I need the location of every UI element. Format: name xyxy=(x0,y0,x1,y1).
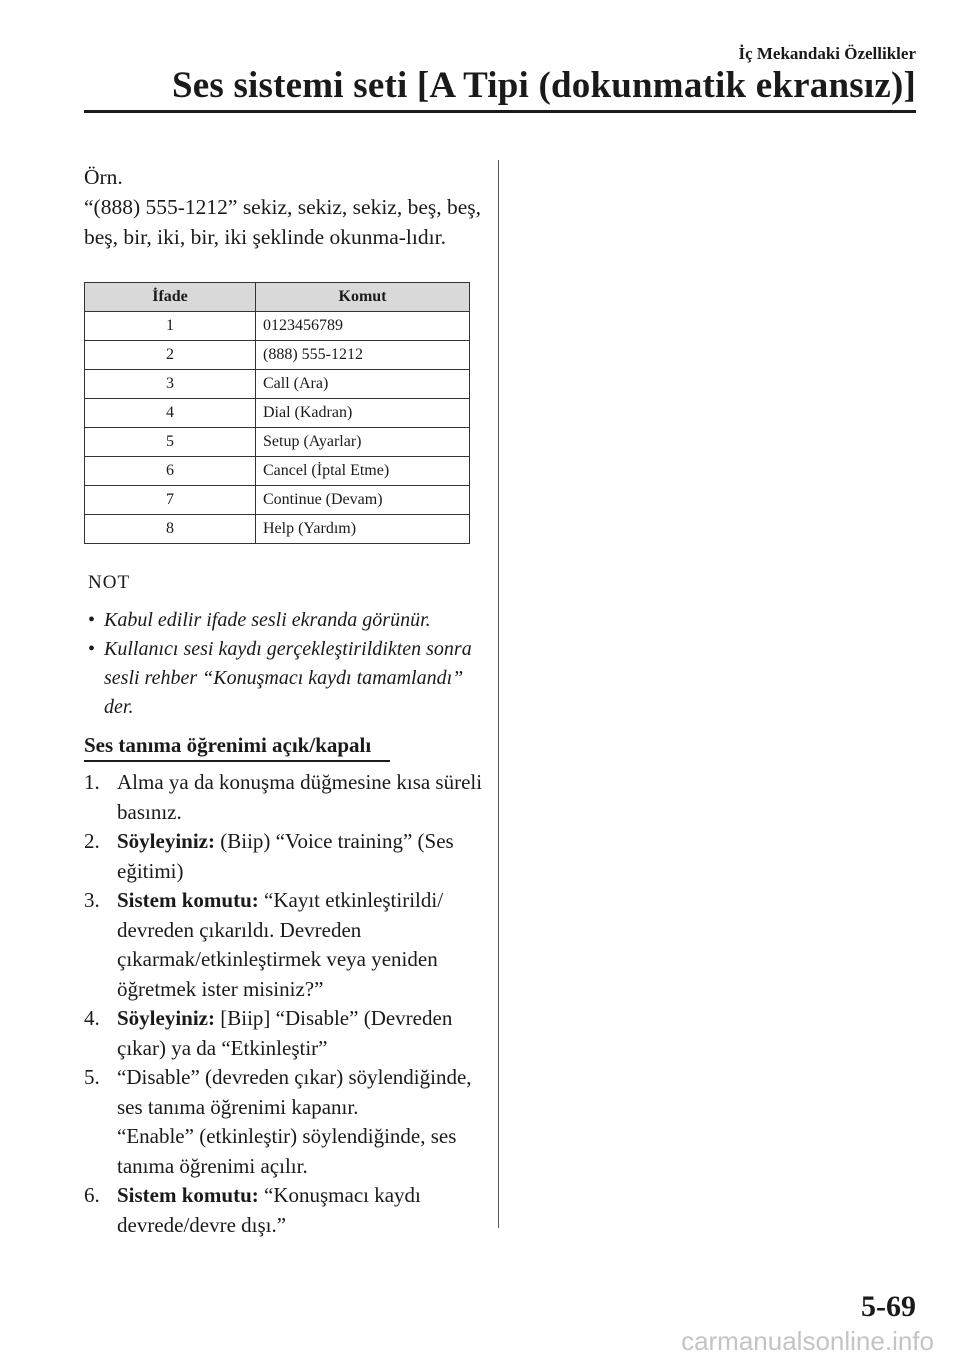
row-number: 7 xyxy=(85,486,256,515)
note-heading: NOT xyxy=(88,572,131,593)
list-item xyxy=(84,827,490,886)
list-item xyxy=(84,1004,490,1063)
table-header-row xyxy=(85,283,470,312)
row-number: 4 xyxy=(85,399,256,428)
note-text: Kullanıcı sesi kaydı gerçekleştirildikten sonra sesli rehber “Konuşmacı kaydı tamamlandı” der. xyxy=(104,638,472,718)
step-number: 5. xyxy=(84,1065,100,1089)
column-header-komut: Komut xyxy=(256,283,470,312)
step-text: “Kayıt etkinleştirildi/ devreden çıkarıldı. Devreden çıkarmak/etkinleştirmek veya yeniden öğretmek ister misiniz?” xyxy=(117,888,444,1001)
bullet-icon: • xyxy=(88,638,96,660)
step-number: 6. xyxy=(84,1183,100,1207)
row-command: Call (Ara) xyxy=(256,370,470,399)
step-label: Söyleyiniz: xyxy=(117,829,215,853)
row-command: 0123456789 xyxy=(256,312,470,341)
note-text: Kabul edilir ifade sesli ekranda görünür. xyxy=(104,609,431,631)
step-label: Sistem komutu: xyxy=(117,888,259,912)
bullet-icon: • xyxy=(88,609,96,631)
row-command: Setup (Ayarlar) xyxy=(256,428,470,457)
step-number: 3. xyxy=(84,888,100,912)
step-list xyxy=(84,768,490,1240)
intro-text xyxy=(84,162,484,252)
step-text: “Disable” (devreden çıkar) söylendiğinde, ses tanıma öğrenimi kapanır. xyxy=(117,1065,472,1119)
step-text: (Biip) “Voice training” (Ses eğitimi) xyxy=(117,829,454,883)
step-text: “Enable” (etkinleştir) söylendiğinde, ses tanıma öğrenimi açılır. xyxy=(117,1124,457,1178)
step-number: 1. xyxy=(84,770,100,794)
watermark: carmanualsonline.info xyxy=(681,1326,934,1356)
page-number: 5-69 xyxy=(861,1290,916,1323)
row-number: 6 xyxy=(85,457,256,486)
row-command: (888) 555-1212 xyxy=(256,341,470,370)
row-command: Dial (Kadran) xyxy=(256,399,470,428)
example-text: “(888) 555-1212” sekiz, sekiz, sekiz, beş, beş, beş, bir, iki, bir, iki şeklinde okunma-lıdır. xyxy=(84,195,482,249)
command-table xyxy=(84,282,470,544)
title-rule xyxy=(84,110,916,113)
list-item xyxy=(84,1181,490,1240)
section-heading: Ses tanıma öğrenimi açık/kapalı xyxy=(84,733,372,757)
row-command: Continue (Devam) xyxy=(256,486,470,515)
step-number: 4. xyxy=(84,1006,100,1030)
table-row xyxy=(85,428,470,457)
list-item xyxy=(84,1063,490,1122)
section-label: İç Mekandaki Özellikler xyxy=(738,44,916,63)
step-text: [Biip] “Disable” (Devreden çıkar) ya da “Etkinleştir” xyxy=(117,1006,453,1060)
step-text: Alma ya da konuşma düğmesine kısa süreli basınız. xyxy=(117,770,483,824)
table-row xyxy=(85,486,470,515)
row-number: 2 xyxy=(85,341,256,370)
page-title: Ses sistemi seti [A Tipi (dokunmatik ekransız)] xyxy=(172,65,916,106)
list-item xyxy=(84,886,490,1004)
table-row xyxy=(85,457,470,486)
note-list xyxy=(88,606,488,722)
row-number: 5 xyxy=(85,428,256,457)
row-number: 1 xyxy=(85,312,256,341)
column-header-ifade: İfade xyxy=(85,283,256,312)
table-row xyxy=(85,370,470,399)
step-label: Söyleyiniz: xyxy=(117,1006,215,1030)
column-divider xyxy=(498,160,499,1228)
list-item xyxy=(84,1122,490,1181)
row-command: Cancel (İptal Etme) xyxy=(256,457,470,486)
table-row xyxy=(85,312,470,341)
step-text: “Konuşmacı kaydı devrede/devre dışı.” xyxy=(117,1183,421,1237)
example-label: Örn. xyxy=(84,165,123,189)
section-heading-underline xyxy=(84,760,390,762)
row-number: 8 xyxy=(85,515,256,544)
table-row xyxy=(85,515,470,544)
step-label: Sistem komutu: xyxy=(117,1183,259,1207)
table-row xyxy=(85,399,470,428)
step-number: 2. xyxy=(84,829,100,853)
note-item xyxy=(88,635,488,722)
table-row xyxy=(85,341,470,370)
list-item xyxy=(84,768,490,827)
row-command: Help (Yardım) xyxy=(256,515,470,544)
row-number: 3 xyxy=(85,370,256,399)
note-item xyxy=(88,606,488,635)
